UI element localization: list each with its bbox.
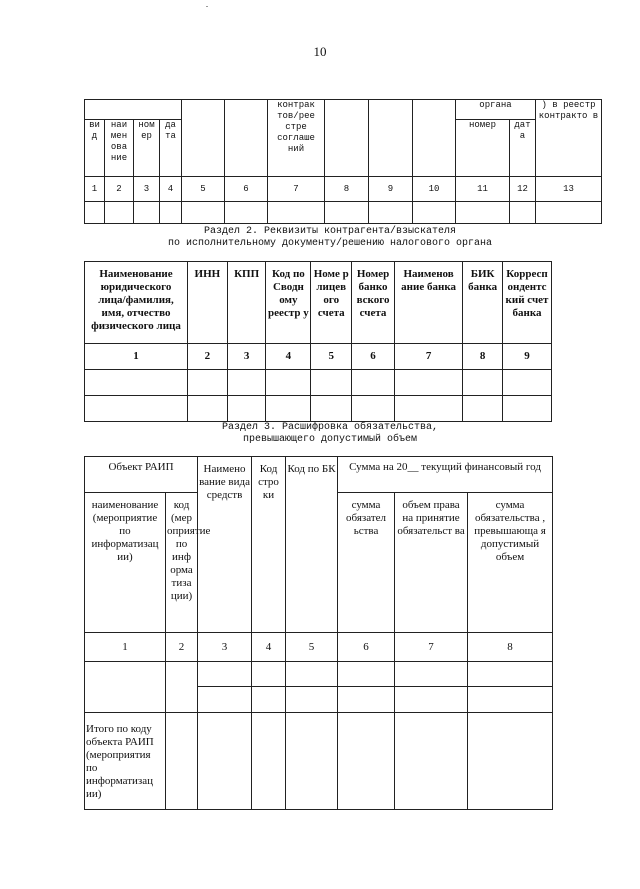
counterparty-table [84, 261, 552, 422]
cell-name: наи мен ова ние [105, 120, 134, 177]
col-num: 4 [266, 344, 311, 370]
col-num: 6 [338, 633, 395, 662]
header-corr-account: Корресп ондентс кий счет банка [503, 262, 552, 344]
col-num: 9 [369, 177, 413, 202]
header-personal-account: Номе р лицев ого счета [311, 262, 352, 344]
header-sum-year: Сумма на 20__ текущий финансовый год [338, 457, 553, 493]
col-num: 8 [463, 344, 503, 370]
section3-title-line1: Раздел 3. Расшифровка обязательства, [221, 422, 439, 433]
cell-date: да та [160, 120, 182, 177]
cell-empty [413, 100, 456, 177]
col-num: 5 [311, 344, 352, 370]
header-excess-sum: сумма обязательства , превышающа я допустимый объем [468, 493, 553, 633]
cell-empty [182, 100, 225, 177]
col-num: 6 [352, 344, 395, 370]
cell-vid: ви д [85, 120, 105, 177]
section2-title-line2: по исполнительному документу/решению налогового органа [167, 238, 493, 249]
section3-title-line2: превышающего допустимый объем [242, 434, 418, 445]
total-label: Итого по коду объекта РАИП (мероприятия по информатизац ии) [85, 713, 166, 810]
header-bank-account: Номер банко вского счета [352, 262, 395, 344]
col-num: 8 [325, 177, 369, 202]
col-num: 7 [268, 177, 325, 202]
section2-title [60, 226, 600, 250]
cell-organ-date: дат а [510, 120, 536, 177]
col-num: 1 [85, 633, 166, 662]
cell-registry: ) в реестр контракто в [536, 100, 602, 177]
col-num: 3 [227, 344, 266, 370]
cell-number: ном ер [134, 120, 160, 177]
col-num: 9 [503, 344, 552, 370]
cell-empty [369, 100, 413, 177]
col-num: 13 [536, 177, 602, 202]
header-obligation-sum: сумма обязател ьства [338, 493, 395, 633]
col-num: 7 [395, 633, 468, 662]
header-bank-name: Наименов ание банка [394, 262, 462, 344]
col-num: 6 [225, 177, 268, 202]
contracts-table [84, 99, 602, 224]
page-number: 10 [313, 44, 327, 59]
header-raip-object: Объект РАИП [85, 457, 198, 493]
col-num: 11 [456, 177, 510, 202]
header-kpp: КПП [227, 262, 266, 344]
col-num: 5 [182, 177, 225, 202]
col-num: 12 [510, 177, 536, 202]
cell-organ: органа [456, 100, 536, 120]
cell-contracts-registry: контрак тов/рее стре соглаше ний [268, 100, 325, 177]
col-num: 7 [394, 344, 462, 370]
col-num: 2 [187, 344, 227, 370]
col-num: 2 [166, 633, 198, 662]
header-registry-code: Код по Сводн ому реестр у [266, 262, 311, 344]
col-num: 2 [105, 177, 134, 202]
col-num: 5 [286, 633, 338, 662]
header-bk-code: Код по БК [286, 457, 338, 633]
col-num: 4 [252, 633, 286, 662]
section2-title-line1: Раздел 2. Реквизиты контрагента/взыскателя [203, 226, 457, 237]
header-right-volume: объем права на принятие обязательст ва [395, 493, 468, 633]
col-num: 8 [468, 633, 553, 662]
obligation-table [84, 456, 553, 810]
header-activity-name: наименование (мероприятие по информатизац ии) [85, 493, 166, 633]
header-inn: ИНН [187, 262, 227, 344]
cell-empty [85, 100, 182, 120]
header-activity-code: код (мер оприятие по инф орма тиза ции) [166, 493, 198, 633]
header-means-type: Наимено вание вида средств [198, 457, 252, 633]
cell-empty [225, 100, 268, 177]
col-num: 1 [85, 177, 105, 202]
cell-organ-number: номер [456, 120, 510, 177]
col-num: 3 [134, 177, 160, 202]
col-num: 3 [198, 633, 252, 662]
header-bik: БИК банка [463, 262, 503, 344]
col-num: 10 [413, 177, 456, 202]
col-num: 4 [160, 177, 182, 202]
cell-empty [325, 100, 369, 177]
col-num: 1 [85, 344, 188, 370]
header-line-code: Код стро ки [252, 457, 286, 633]
section3-title [60, 422, 600, 446]
header-legal-name: Наименование юридического лица/фамилия, имя, отчество физического лица [85, 262, 188, 344]
scan-speck [206, 6, 208, 7]
